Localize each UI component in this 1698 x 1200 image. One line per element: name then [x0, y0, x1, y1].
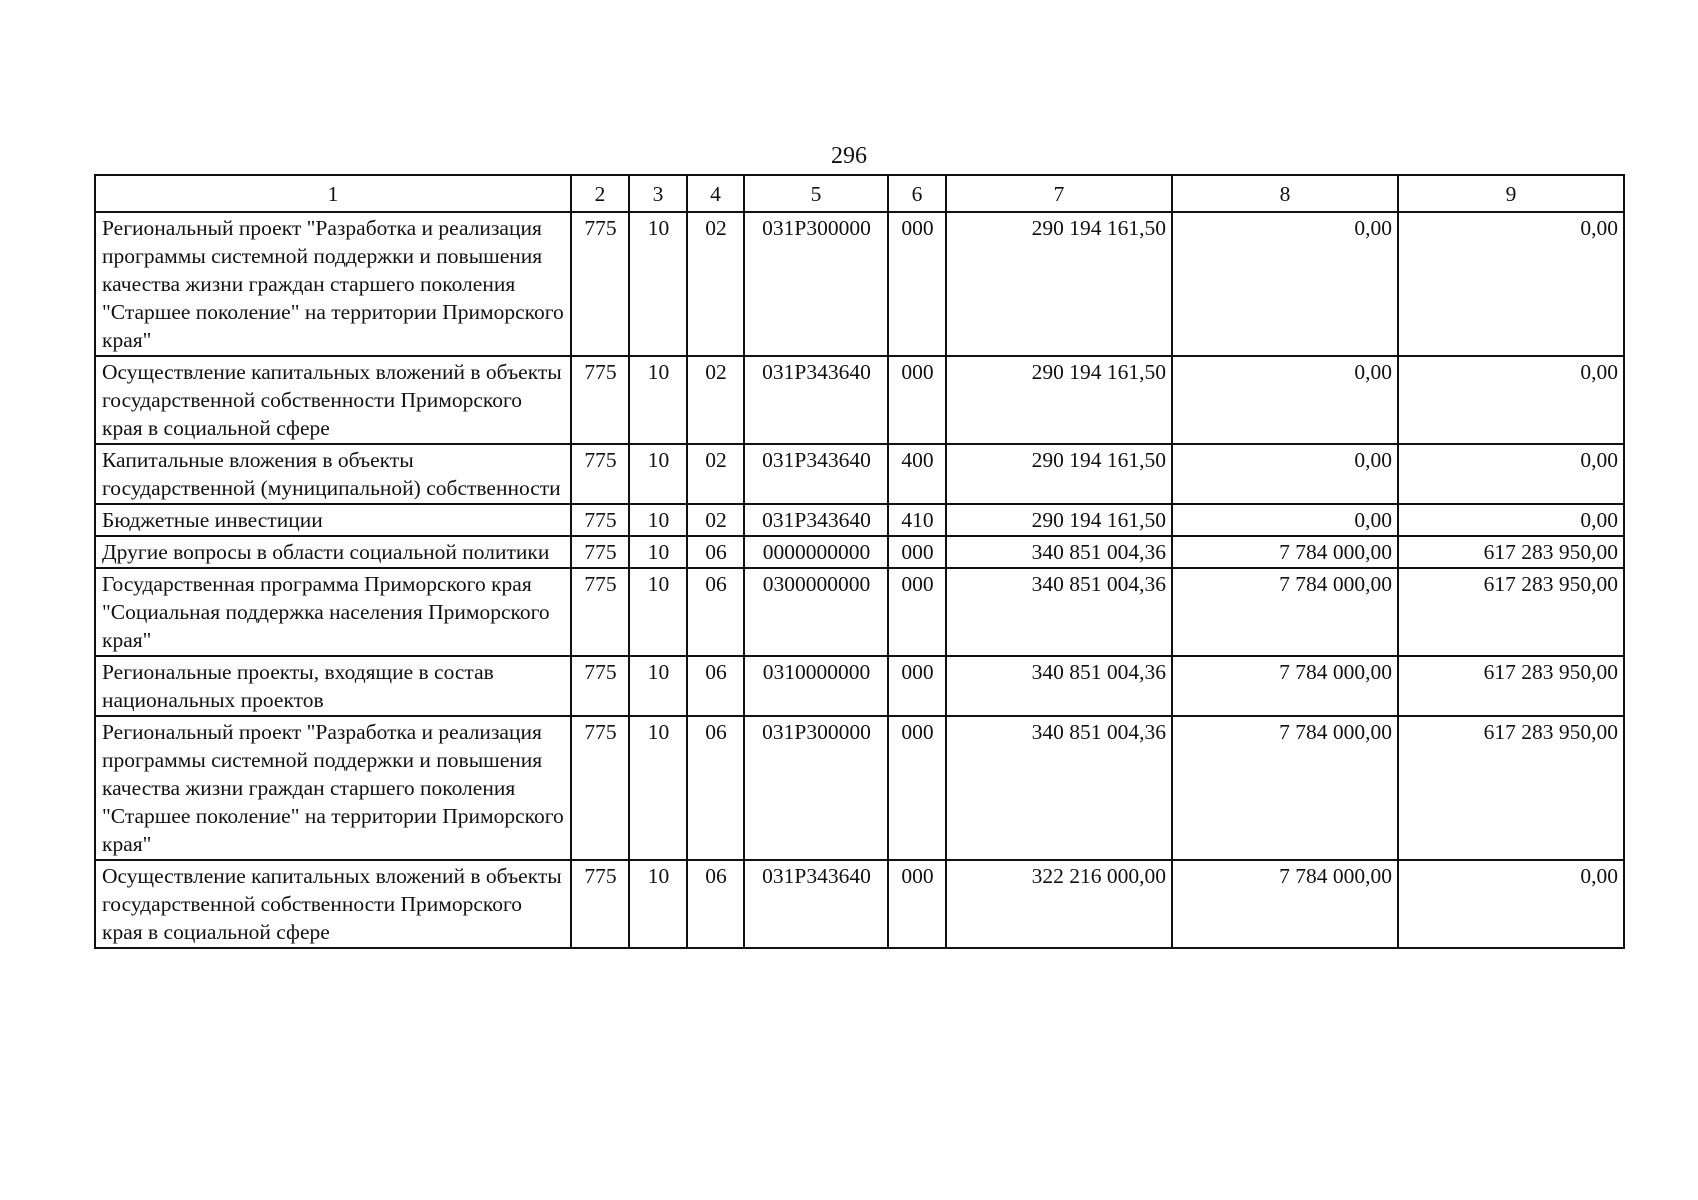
- table-body: [95, 212, 1624, 948]
- col-5-code: 031P343640: [744, 356, 888, 444]
- table-row: [95, 536, 1624, 568]
- col-6-code: 000: [888, 568, 946, 656]
- col-2-code: 775: [571, 860, 629, 948]
- col-4-code: 06: [687, 860, 744, 948]
- col-7-amount: 340 851 004,36: [946, 568, 1172, 656]
- col-6-code: 000: [888, 212, 946, 356]
- row-name: Осуществление капитальных вложений в объекты государственной собственности Приморского края в социальной сфере: [95, 356, 571, 444]
- col-7-amount: 290 194 161,50: [946, 444, 1172, 504]
- col-8-amount: 7 784 000,00: [1172, 860, 1398, 948]
- col-6-code: 400: [888, 444, 946, 504]
- header-cell: 7: [946, 175, 1172, 212]
- col-8-amount: 0,00: [1172, 444, 1398, 504]
- page-number: 296: [831, 143, 867, 169]
- col-4-code: 02: [687, 212, 744, 356]
- row-name: Другие вопросы в области социальной политики: [95, 536, 571, 568]
- col-3-code: 10: [629, 504, 687, 536]
- col-6-code: 000: [888, 860, 946, 948]
- header-cell: 5: [744, 175, 888, 212]
- table-row: [95, 568, 1624, 656]
- col-6-code: 000: [888, 536, 946, 568]
- row-name: Региональные проекты, входящие в состав национальных проектов: [95, 656, 571, 716]
- col-4-code: 02: [687, 504, 744, 536]
- col-9-amount: 0,00: [1398, 504, 1624, 536]
- col-4-code: 02: [687, 444, 744, 504]
- col-3-code: 10: [629, 860, 687, 948]
- col-8-amount: 7 784 000,00: [1172, 568, 1398, 656]
- col-2-code: 775: [571, 568, 629, 656]
- col-2-code: 775: [571, 504, 629, 536]
- col-7-amount: 290 194 161,50: [946, 212, 1172, 356]
- col-3-code: 10: [629, 444, 687, 504]
- row-name: Государственная программа Приморского края "Социальная поддержка населения Приморского края": [95, 568, 571, 656]
- col-4-code: 06: [687, 656, 744, 716]
- col-9-amount: 617 283 950,00: [1398, 536, 1624, 568]
- col-5-code: 031P343640: [744, 504, 888, 536]
- col-4-code: 02: [687, 356, 744, 444]
- col-4-code: 06: [687, 568, 744, 656]
- col-9-amount: 0,00: [1398, 444, 1624, 504]
- col-7-amount: 340 851 004,36: [946, 536, 1172, 568]
- header-cell: 9: [1398, 175, 1624, 212]
- col-6-code: 410: [888, 504, 946, 536]
- col-7-amount: 290 194 161,50: [946, 504, 1172, 536]
- col-8-amount: 7 784 000,00: [1172, 536, 1398, 568]
- col-9-amount: 0,00: [1398, 212, 1624, 356]
- row-name: Бюджетные инвестиции: [95, 504, 571, 536]
- table-row: [95, 716, 1624, 860]
- col-8-amount: 0,00: [1172, 356, 1398, 444]
- col-5-code: 031P343640: [744, 860, 888, 948]
- col-4-code: 06: [687, 716, 744, 860]
- table-row: [95, 212, 1624, 356]
- header-cell: 8: [1172, 175, 1398, 212]
- table-row: [95, 356, 1624, 444]
- table-row: [95, 444, 1624, 504]
- col-2-code: 775: [571, 716, 629, 860]
- table-row: [95, 860, 1624, 948]
- row-name: Региональный проект "Разработка и реализация программы системной поддержки и повышения качества жизни граждан старшего поколения "Старшее поколение" на территории Приморского края": [95, 212, 571, 356]
- col-7-amount: 340 851 004,36: [946, 716, 1172, 860]
- col-3-code: 10: [629, 212, 687, 356]
- col-7-amount: 340 851 004,36: [946, 656, 1172, 716]
- col-3-code: 10: [629, 356, 687, 444]
- header-cell: 4: [687, 175, 744, 212]
- col-4-code: 06: [687, 536, 744, 568]
- row-name: Региональный проект "Разработка и реализация программы системной поддержки и повышения качества жизни граждан старшего поколения "Старшее поколение" на территории Приморского края": [95, 716, 571, 860]
- col-8-amount: 7 784 000,00: [1172, 716, 1398, 860]
- col-8-amount: 0,00: [1172, 212, 1398, 356]
- col-9-amount: 617 283 950,00: [1398, 656, 1624, 716]
- col-5-code: 031P343640: [744, 444, 888, 504]
- table-header: [95, 175, 1624, 212]
- col-9-amount: 617 283 950,00: [1398, 568, 1624, 656]
- col-2-code: 775: [571, 356, 629, 444]
- col-8-amount: 7 784 000,00: [1172, 656, 1398, 716]
- col-5-code: 031P300000: [744, 716, 888, 860]
- col-5-code: 0000000000: [744, 536, 888, 568]
- col-3-code: 10: [629, 656, 687, 716]
- col-9-amount: 0,00: [1398, 356, 1624, 444]
- col-2-code: 775: [571, 536, 629, 568]
- col-5-code: 0310000000: [744, 656, 888, 716]
- table-row: [95, 504, 1624, 536]
- budget-table: [94, 174, 1625, 949]
- col-2-code: 775: [571, 212, 629, 356]
- table-row: [95, 656, 1624, 716]
- col-2-code: 775: [571, 656, 629, 716]
- col-3-code: 10: [629, 536, 687, 568]
- col-5-code: 031P300000: [744, 212, 888, 356]
- col-6-code: 000: [888, 356, 946, 444]
- header-cell: 3: [629, 175, 687, 212]
- col-2-code: 775: [571, 444, 629, 504]
- col-6-code: 000: [888, 656, 946, 716]
- header-cell: 1: [95, 175, 571, 212]
- row-name: Капитальные вложения в объекты государственной (муниципальной) собственности: [95, 444, 571, 504]
- col-9-amount: 617 283 950,00: [1398, 716, 1624, 860]
- col-3-code: 10: [629, 716, 687, 860]
- row-name: Осуществление капитальных вложений в объекты государственной собственности Приморского края в социальной сфере: [95, 860, 571, 948]
- col-7-amount: 322 216 000,00: [946, 860, 1172, 948]
- col-7-amount: 290 194 161,50: [946, 356, 1172, 444]
- col-3-code: 10: [629, 568, 687, 656]
- col-6-code: 000: [888, 716, 946, 860]
- header-cell: 2: [571, 175, 629, 212]
- header-row: [95, 175, 1624, 212]
- header-cell: 6: [888, 175, 946, 212]
- col-9-amount: 0,00: [1398, 860, 1624, 948]
- col-8-amount: 0,00: [1172, 504, 1398, 536]
- col-5-code: 0300000000: [744, 568, 888, 656]
